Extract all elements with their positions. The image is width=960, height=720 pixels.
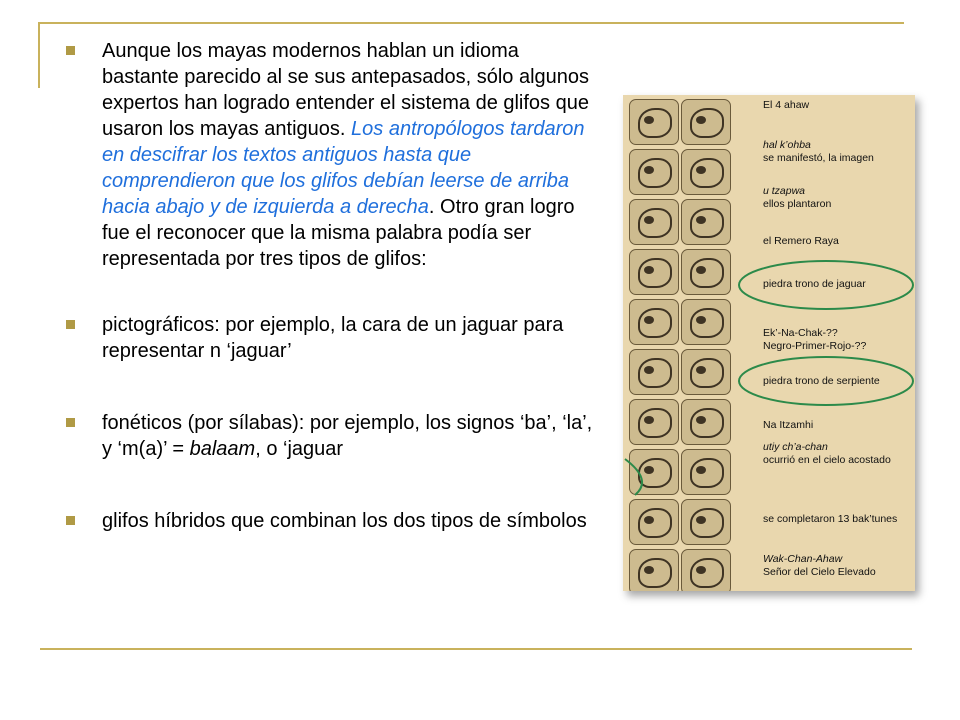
- bullet-marker: [66, 418, 75, 427]
- bullet-item-1: [62, 38, 594, 272]
- bullet-1-highlight: Los antropólogos tardaron en descifrar los textos antiguos hasta que comprendieron que los glifos debían leerse de arriba hacia abajo y de izquierda a derecha: [102, 118, 585, 218]
- maya-glyph-image: [623, 95, 915, 591]
- gloss-line: Señor del Cielo Elevado: [763, 566, 876, 578]
- gloss-line: hal k’ohba: [763, 139, 811, 151]
- gloss-line: ocurrió en el cielo acostado: [763, 454, 891, 466]
- bullet-3-part-3: , o ‘jaguar: [255, 438, 344, 460]
- oval-jaguar-throne: [739, 261, 913, 309]
- bullet-marker: [66, 516, 75, 525]
- bullet-list: [62, 38, 594, 534]
- bullet-1-part-1: Aunque los mayas modernos hablan un idioma bastante parecido al se sus antepasados, sólo algunos expertos han logrado entender el sistema de glifos que usaron los mayas antiguos.: [102, 40, 590, 140]
- gloss-line: u tzapwa: [763, 185, 806, 197]
- bullet-3-part-1: fonéticos (por sílabas): por ejemplo, los signos ‘ba’, ‘la’, y ‘m(a)’ =: [102, 412, 593, 460]
- gloss-line: piedra trono de jaguar: [763, 278, 866, 290]
- bullet-text-3: [102, 410, 594, 462]
- gloss-line: Na Itzamhi: [763, 419, 814, 431]
- bullet-item-4: [62, 508, 594, 534]
- annotation-ovals: [623, 95, 915, 591]
- bullet-text-1: [102, 38, 594, 272]
- gloss-line: utiy ch’a-chan: [763, 441, 828, 453]
- oval-serpent-throne: [739, 357, 913, 405]
- gloss-line: se manifestó, la imagen: [763, 152, 874, 164]
- bullet-marker: [66, 46, 75, 55]
- bullet-3-italic: balaam: [189, 438, 256, 460]
- gloss-line: Wak-Chan-Ahaw: [763, 553, 843, 565]
- bullet-marker: [66, 320, 75, 329]
- bullet-1-part-3: . Otro gran logro fue el reconocer que la misma palabra podía ser representada por tres tipos de glifos:: [102, 196, 575, 270]
- gloss-line: ellos plantaron: [763, 198, 832, 210]
- oval-left-fragment: [625, 459, 642, 495]
- gloss-line: se completaron 13 bak’tunes: [763, 513, 898, 525]
- gloss-line: Ek’-Na-Chak-??: [763, 327, 838, 339]
- gloss-line: el Remero Raya: [763, 235, 839, 247]
- top-rule: [40, 22, 904, 24]
- bullet-item-3: [62, 410, 594, 462]
- bottom-rule: [40, 648, 912, 650]
- bullet-text-2: pictográficos: por ejemplo, la cara de un jaguar para representar n ‘jaguar’: [102, 314, 564, 362]
- gloss-line: Negro-Primer-Rojo-??: [763, 340, 867, 352]
- gloss-line: piedra trono de serpiente: [763, 375, 880, 387]
- bullet-text-4: glifos híbridos que combinan los dos tipos de símbolos: [102, 510, 587, 532]
- left-rule: [38, 22, 40, 88]
- bullet-item-2: [62, 312, 594, 364]
- gloss-line: El 4 ahaw: [763, 99, 810, 111]
